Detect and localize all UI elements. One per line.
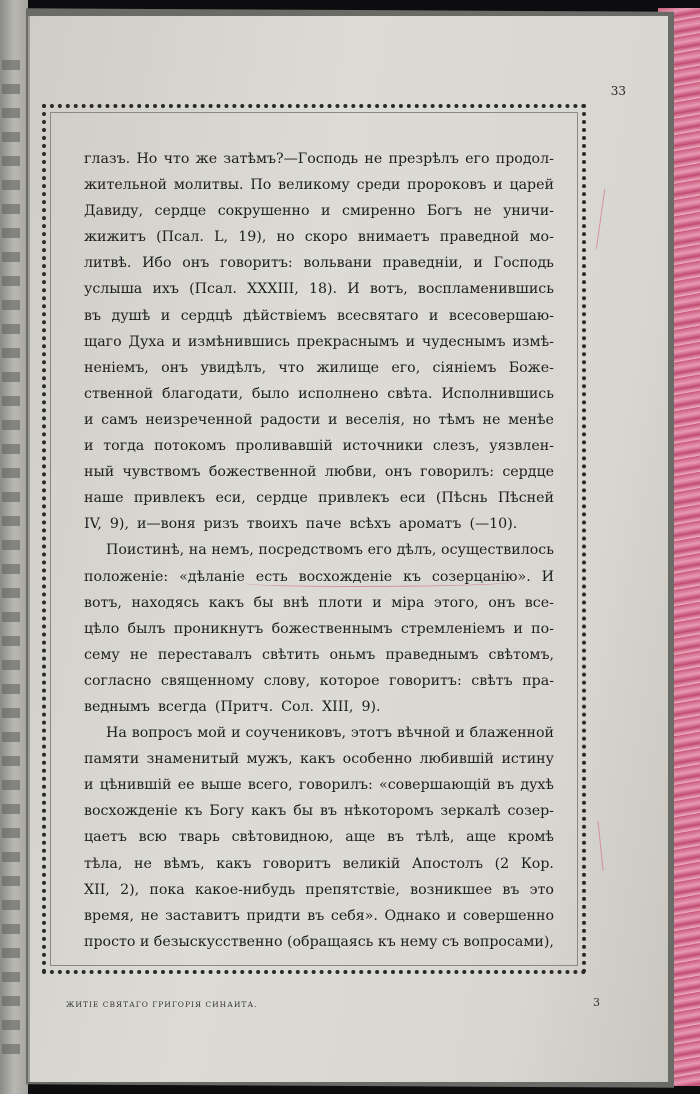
text-line [84, 668, 554, 694]
word: цѣло [84, 620, 120, 637]
word: какъ [216, 855, 252, 872]
facing-page-edge [0, 0, 28, 1094]
word: ихъ [152, 281, 179, 298]
word: (Псал. [189, 281, 237, 298]
word: просто [84, 933, 136, 950]
body-text [84, 146, 554, 955]
word: пророковъ [407, 177, 487, 194]
word: пока [149, 881, 185, 898]
word: любившiй [419, 751, 495, 768]
word: твоихъ [246, 516, 298, 533]
word: всесовершаю- [448, 307, 554, 324]
word: среди [356, 177, 401, 194]
word: онъ [182, 255, 210, 272]
word: онъ [488, 594, 516, 611]
text-line [84, 824, 554, 850]
word: совершенно [463, 907, 554, 924]
word: оньмъ [329, 646, 376, 663]
word: соучениковъ, [245, 725, 346, 742]
word: И [347, 281, 360, 298]
text-line [84, 485, 554, 511]
word: привлекъ [318, 490, 390, 507]
word: сему [84, 646, 120, 663]
word: сердце [154, 203, 207, 220]
word: жижитъ [84, 229, 146, 246]
word: какъ [300, 751, 336, 768]
text-line [84, 616, 554, 642]
word: внимаетъ [357, 229, 430, 246]
text-line [84, 433, 554, 459]
text-line [84, 355, 554, 381]
word: менѣе [508, 411, 554, 428]
word: (Пѣснь [435, 490, 488, 507]
word: Апостолъ [411, 855, 484, 872]
word: вотъ, [84, 594, 122, 611]
word: Пѣсней [497, 490, 554, 507]
word: въ [497, 777, 515, 794]
word: неизреченной [145, 411, 253, 428]
word: говорилъ: [420, 464, 495, 481]
word: презрѣлъ [388, 151, 459, 167]
word: не [364, 151, 383, 167]
word: ароматъ [398, 516, 462, 533]
text-line [84, 642, 554, 668]
word: въ [307, 907, 325, 924]
word: что [278, 359, 305, 376]
word: зеркалѣ [440, 803, 501, 820]
word: душѣ [111, 307, 151, 324]
word: и [513, 620, 523, 637]
word: L, [214, 229, 229, 246]
signature-mark: 3 [593, 996, 600, 1009]
word: согласно [84, 672, 152, 689]
word: восхожденiе [298, 568, 393, 585]
text-line [84, 303, 554, 329]
word: наше [84, 490, 124, 507]
word: источники [342, 438, 424, 455]
word: проливавшiй [235, 438, 333, 455]
text-line [84, 511, 554, 537]
word: Господь [493, 255, 554, 272]
word: вотъ, [369, 281, 408, 298]
word: услыша [84, 281, 143, 298]
word: и [428, 307, 439, 324]
word: XIII, [322, 698, 354, 715]
word: И [541, 568, 554, 585]
word: говоритъ: [389, 672, 462, 689]
word: уязвлен- [489, 438, 554, 455]
text-line [84, 276, 554, 302]
word: себя». [330, 907, 378, 924]
word: внѣ [282, 594, 309, 611]
word: всю [138, 829, 167, 846]
word: тѣлѣ, [415, 829, 455, 846]
word: потокомъ [154, 438, 226, 455]
word: мужъ, [246, 751, 293, 768]
word: чудеснымъ [421, 333, 506, 350]
word: 2), [120, 881, 140, 898]
word: придти [246, 907, 301, 924]
text-line [84, 381, 554, 407]
word: Давиду, [84, 203, 144, 220]
word: IV, [84, 516, 102, 533]
word: но [276, 229, 295, 246]
word: цѣнившiй [99, 777, 172, 794]
text-line [84, 929, 554, 955]
word: привлекъ [133, 490, 206, 507]
word: На [106, 725, 127, 742]
word: радости [260, 411, 321, 428]
text-line [84, 903, 554, 929]
text-line [84, 851, 554, 877]
word: въ [84, 307, 102, 324]
word: 18). [308, 281, 338, 298]
text-line [84, 329, 554, 355]
word: время, [84, 907, 134, 924]
word: вопросами), [463, 933, 554, 950]
word: увидѣлъ, [200, 359, 267, 376]
word: не [473, 203, 492, 220]
word: вопросъ [131, 725, 193, 742]
word: и [455, 725, 465, 742]
text-line [84, 694, 554, 720]
word: былъ [127, 620, 166, 637]
word: къ [403, 568, 421, 585]
word: скоро [304, 229, 348, 246]
word: праведнiи, [382, 255, 463, 272]
word: XII, [84, 881, 110, 898]
word: всего, [247, 777, 293, 794]
word: и [446, 907, 457, 924]
word: Сол. [281, 698, 315, 715]
word: По [250, 177, 272, 194]
word: благодати, [161, 385, 243, 402]
word: и [84, 777, 94, 794]
word: къ [184, 803, 203, 820]
word: плоти [318, 594, 363, 611]
text-line [84, 590, 554, 616]
word: праведной [439, 229, 520, 246]
word: стремленiемъ [400, 620, 506, 637]
word: осуществилось [441, 542, 554, 559]
word: 9), [109, 516, 129, 533]
word: тогда [103, 438, 145, 455]
word: сердце [256, 490, 308, 507]
word: нему [400, 933, 438, 950]
word: не [482, 411, 501, 428]
word: пра- [522, 672, 554, 689]
word: дѣйствiемъ [242, 307, 327, 324]
word: измѣнившись [187, 333, 290, 350]
word: памяти [84, 751, 140, 768]
word: божественнымъ [271, 620, 393, 637]
word: ее [177, 777, 195, 794]
word: божественной [208, 464, 317, 481]
text-line [84, 798, 554, 824]
word: всѣхъ [349, 516, 391, 533]
word: и [231, 725, 241, 742]
text-line [84, 746, 554, 772]
word: цаетъ [84, 829, 127, 846]
word: и [493, 177, 503, 194]
word: нѣкоторомъ [343, 803, 434, 820]
word: Однако [384, 907, 441, 924]
word: Поистинѣ, [106, 542, 185, 559]
word: великiй [342, 855, 401, 872]
word: вѣмъ, [163, 855, 205, 872]
word: жительной [84, 177, 167, 194]
word: сердцѣ [180, 307, 233, 324]
word: его [465, 151, 490, 167]
word: мiра [391, 594, 425, 611]
word: сердце [502, 464, 554, 481]
word: чувствомъ [122, 464, 201, 481]
word: не [134, 855, 152, 872]
word: всегда [157, 698, 207, 715]
word: возникшее [410, 881, 493, 898]
word: и [321, 203, 331, 220]
word: и [328, 411, 338, 428]
word: говорилъ: [298, 777, 373, 794]
word: особенно [342, 751, 413, 768]
word: это [529, 881, 554, 898]
word: измѣ- [512, 333, 554, 350]
word: литвѣ. [84, 255, 132, 272]
word: царей [509, 177, 554, 194]
word: Богъ [426, 203, 463, 220]
word: и [473, 255, 483, 272]
word: священному [160, 672, 255, 689]
word: заставитъ [165, 907, 240, 924]
word: бы [293, 803, 314, 820]
word: говоритъ: [219, 255, 293, 272]
word: было [251, 385, 290, 402]
word: восхожденiе [84, 803, 178, 820]
word: и [372, 594, 382, 611]
word: какое-нибудь [194, 881, 296, 898]
word: не [140, 907, 159, 924]
text-line [84, 459, 554, 485]
word: сокрушенно [217, 203, 310, 220]
word: прекраснымъ [296, 333, 399, 350]
word: еси, [215, 490, 246, 507]
word: Богу [209, 803, 245, 820]
word: этого, [433, 594, 479, 611]
word: Но [136, 151, 158, 167]
word: (2 [494, 855, 510, 872]
word: смиренно [341, 203, 416, 220]
word: истину [501, 751, 554, 768]
word: Боже- [508, 359, 554, 376]
word: и—воня [136, 516, 196, 533]
word: какъ [251, 803, 287, 820]
word: свѣтить [262, 646, 320, 663]
word: вѣчной [396, 725, 451, 742]
word: переставалъ [157, 646, 252, 663]
word: и [160, 307, 171, 324]
word: (Притч. [214, 698, 274, 715]
text-line [84, 146, 554, 172]
facing-page-text-fragments [2, 60, 26, 1068]
word: выше [200, 777, 242, 794]
word: созер- [507, 803, 554, 820]
word: положенiе: [84, 568, 169, 585]
word: ный [84, 464, 115, 481]
word: все- [524, 594, 554, 611]
word: посредствомъ [258, 542, 363, 559]
word: этотъ [350, 725, 393, 742]
word: безыскусственно [153, 933, 283, 950]
word: слезъ, [432, 438, 480, 455]
word: созерцанiю». [431, 568, 531, 585]
word: какъ [208, 594, 245, 611]
word: съ [441, 933, 459, 950]
word: аще [466, 829, 497, 846]
word: Духа [128, 333, 165, 350]
word: Кор. [520, 855, 554, 872]
word: веднымъ [84, 698, 150, 715]
word: «дѣланiе [179, 568, 245, 585]
word: молитвы. [173, 177, 244, 194]
word: ненiемъ, [84, 359, 149, 376]
word: вольвани [303, 255, 372, 272]
word: 9). [361, 698, 381, 715]
text-line [84, 224, 554, 250]
word: ризъ [203, 516, 239, 533]
word: и [139, 933, 150, 950]
word: продол- [495, 151, 554, 167]
word: тѣмъ [438, 411, 475, 428]
word: (Псал. [156, 229, 204, 246]
word: въ [502, 881, 520, 898]
word: Ибо [142, 255, 172, 272]
word: воспламенившись [417, 281, 554, 298]
word: жилище [316, 359, 380, 376]
word: уничи- [503, 203, 554, 220]
word: по- [531, 620, 554, 637]
word: слову, [263, 672, 311, 689]
word: щаго [84, 333, 122, 350]
text-line [84, 877, 554, 903]
word: и [84, 411, 94, 428]
word: дѣлъ, [396, 542, 437, 559]
word: что [163, 151, 190, 167]
word: исполнено [298, 385, 379, 402]
word: къ [377, 933, 396, 950]
word: препятствiе, [305, 881, 400, 898]
word: паче [305, 516, 342, 533]
word: любви, [324, 464, 377, 481]
word: блаженной [469, 725, 554, 742]
word: но [412, 411, 431, 428]
word: всесвятаго [336, 307, 419, 324]
word: ственной [84, 385, 154, 402]
word: 19), [238, 229, 267, 246]
word: онъ [384, 464, 412, 481]
word: XXXIII, [247, 281, 299, 298]
word: тварь [178, 829, 220, 846]
word: свѣтъ [471, 672, 513, 689]
word: глазъ. [84, 151, 131, 167]
text-line [84, 537, 554, 563]
word: (обращаясь [286, 933, 374, 950]
word: бы [253, 594, 274, 611]
text-line [84, 720, 554, 746]
word: самъ [101, 411, 138, 428]
page-number: 33 [610, 84, 626, 98]
word: кромѣ [507, 829, 554, 846]
word: затѣмъ?—Господь [223, 151, 359, 167]
word: находясь [131, 594, 200, 611]
word: которое [319, 672, 380, 689]
word: духѣ [520, 777, 554, 794]
word: и [405, 333, 416, 350]
text-line [84, 250, 554, 276]
word: онъ [161, 359, 189, 376]
word: и [84, 438, 94, 455]
word: есть [255, 568, 288, 585]
word: въ [320, 803, 338, 820]
word: Исполнившись [441, 385, 554, 402]
text-line [84, 198, 554, 224]
word: же [195, 151, 218, 167]
word: (—10). [469, 516, 518, 533]
word: тѣла, [84, 855, 123, 872]
word: свѣтовидною, [231, 829, 334, 846]
word: великому [278, 177, 350, 194]
word: свѣта. [387, 385, 433, 402]
word: мой [197, 725, 227, 742]
word: свѣтомъ, [488, 646, 554, 663]
word: «совершающiй [379, 777, 491, 794]
word: въ [387, 829, 405, 846]
word: проникнутъ [173, 620, 264, 637]
word: знаменитый [146, 751, 240, 768]
word: его, [391, 359, 421, 376]
word: сiянiемъ [432, 359, 497, 376]
text-line [84, 172, 554, 198]
word: веселiя, [345, 411, 405, 428]
word: не [129, 646, 148, 663]
word: еси [399, 490, 426, 507]
word: на [188, 542, 207, 559]
word: и [171, 333, 182, 350]
text-line [84, 407, 554, 433]
running-footer-title: ЖИТIЕ СВЯТАГО ГРИГОРIЯ СИНАИТА. [66, 1000, 258, 1009]
word: аще [345, 829, 376, 846]
word: говоритъ [263, 855, 331, 872]
word: праведнымъ [385, 646, 479, 663]
word: немъ, [211, 542, 254, 559]
word: мо- [529, 229, 554, 246]
word: его [367, 542, 392, 559]
text-line [84, 772, 554, 798]
